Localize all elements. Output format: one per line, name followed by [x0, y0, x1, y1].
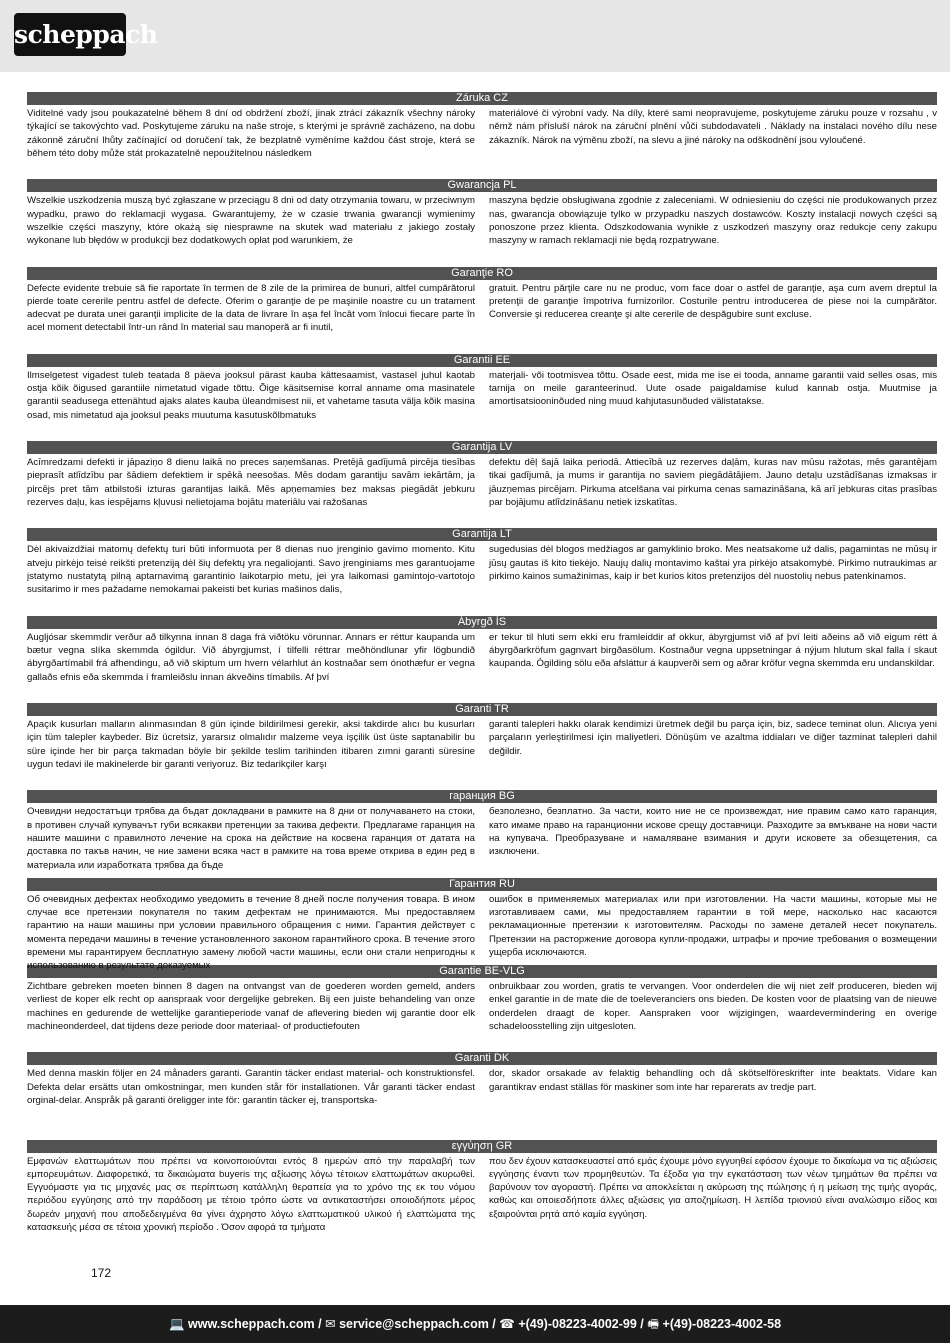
section-body: [27, 107, 937, 177]
section-body: [27, 543, 937, 613]
warranty-sections: [27, 92, 937, 1234]
section-text-left: Acīmredzami defekti ir jāpaziņo 8 dienu laikā no preces saņemšanas. Pretējā gadījumā pircēja tiesības pieprasīt atlīdzību par šādiem defektiem ir spēkā neesošas. Mēs dodam garantiju savām iekārtām, ja pircējs pret tām atbilstoši izturas garantijas laikā. Mēs apņemamies bez maksas piegādāt jebkuru rezerves daļu, kas iespējams kļuvusi nelietojama bojātu materiālu vai ražošanas: [27, 457, 475, 509]
warranty-section: [27, 703, 937, 790]
section-text-left: Viditelné vady jsou poukazatelné během 8 dní od obdržení zboží, jinak ztrácí zákazník všechny nároky týkající se takovýchto vad. Poskytujeme záruku na naše stroje, s kterými je správně zacházeno, na dobu zákonně záruční lhůty začínající od doručení tak, že bezplatně vyměníme každou část stroje, která se během této doby může stát prokazatelně nepoužitelnou následkem: [27, 108, 475, 159]
warranty-section: [27, 1139, 937, 1234]
warranty-section: [27, 528, 937, 615]
section-body: [27, 456, 937, 526]
section-text-right: onbruikbaar zou worden, gratis te vervangen. Voor onderdelen die wij niet zelf produceren, bieden wij enkel garantie in de mate die de toeleveranciers ons bieden. De kosten voor de plaatsing van de nieuwe onderdelen draagt de koper. Aanspraken voor wijzigingen, waardevermindering en overige schadeloosstelling zijn uitgesloten.: [489, 980, 937, 1032]
scheppach-logo: scheppach: [14, 13, 126, 56]
section-text-left: Med denna maskin följer en 24 månaders garanti. Garantin täcker endast material- och konstruktionsfel. Defekta delar ersätts utan omkostningar, men kunden står för installationen. Vår garanti täcker endast orginal-delar. Anspråk på garanti öreligger inte för: garantin täcker ej, transportska-: [27, 1068, 475, 1106]
section-text-left: Apaçık kusurları malların alınmasından 8 gün içinde bildirilmesi gerekir, aksi takdirde alıcı bu kusurları için tüm talepler kaybeder. Biz ücretsiz, yararsız olmalıdır malzeme veya işçilik üst üste saptanabilir bu süre içinde her bir parça takmadan böyle bir şekilde teslim tarihinden itibaren zımni garanti süresine uygun tedavi ile makinelerde bir garanti veriyoruz. Biz tedarikçiler karşı: [27, 719, 475, 770]
section-text-left: Очевидни недостатъци трябва да бъдат докладвани в рамките на 8 дни от получаването на стоки, в противен случай купувачът губи всякакви претенции за такива дефекти. Предлагаме гаранция на нашите машини с правилното лечение на срока на действие на косвена гаранция от датата на доставка по такъв начин, че ние замени всяка част в рамките на това време открива в един ред в материала или изработката трябва да бъде: [27, 806, 475, 871]
section-body: [27, 1155, 937, 1234]
section-text-right: er tekur til hluti sem ekki eru framleiddir af okkur, ábyrgjumst við af því leiti aðeins að við eigum rétt á ábyrgðarkröfum gagnvart birgðasölum. Kostnaður vegna uppsetningar á nýjum hlutum skal falla í skaut kaupanda. Ógilding sölu eða afsláttur á kaupverði sem og aðrar kröfur vegna skemmda eru undanskildar.: [489, 631, 937, 670]
section-body: [27, 631, 937, 701]
contact-footer: [0, 1305, 950, 1343]
section-title: Gwarancja PL: [27, 179, 937, 192]
section-text-left: Augljósar skemmdir verður að tilkynna innan 8 daga frá viðtöku vörunnar. Annars er réttur kaupanda um bætur vegna slíka skemmda ógildur. Við ábyrgjumst, í tilfelli réttrar meðhöndlunar yfir lögbundið ábyrgðartímabil frá afhendingu, að við skiptum um hvern vélarhlut án kostnaðar sem ónothæfur er vegna gallaðs efnis eða skemmda í framleiðslu innan ákveðins tímabils. Af því: [27, 631, 475, 683]
section-text-right: maszyna będzie obsługiwana zgodnie z zaleceniami. W odniesieniu do części nie produkowanych przez nas, gwarancja obowiązuje tylko w przypadku naszych dostawców. Koszty instalacji nowych części są ponoszone przez klienta. Odszkodowania wynikłe z uszkodzeń maszyny oraz redukcje ceny zakupu maszyny w ramach reklamacji nie będą rozpatrywane.: [489, 195, 937, 247]
section-text-left: Wszelkie uszkodzenia muszą być zgłaszane w przeciągu 8 dni od daty otrzymania towaru, w przeciwnym wypadku, prawo do reklamacji wygasa. Gwarantujemy, że w czasie trwania gwarancji wymienimy wszelkie części maszyny, które okażą się niesprawne na skutek wad materiału z jakiego zostały wykonane lub błędów w produkcji bez dodatkowych opłat pod warunkiem, że: [27, 195, 475, 247]
section-body: [27, 805, 937, 875]
footer-separator: /: [636, 1317, 648, 1331]
section-title: Garanţie RO: [27, 267, 937, 280]
section-title: Garantija LV: [27, 441, 937, 454]
section-text-right: defektu dēļ šajā laika periodā. Attiecībā uz rezerves daļām, kuras nav mūsu ražotas, mēs garantējam tikai gadījumā, ja mums ir garantija no saviem piegādātājiem. Jauno detaļu uzstādīšanas izmaksas ir jāuzņemas pircējam. Pirkuma atcelšana vai pirkuma cenas samazināšana, kā arī jebkuras citas prasības par bojājumu atlīdzināšanu netiek izskatītas.: [489, 457, 937, 509]
section-title: гаранция BG: [27, 790, 937, 803]
section-body: [27, 194, 937, 264]
warranty-section: [27, 267, 937, 354]
section-body: [27, 718, 937, 788]
phone-number: +(49)-08223-4002-99: [518, 1317, 637, 1331]
section-text-left: Dėl akivaizdžiai matomų defektų turi būti informuota per 8 dienas nuo įrenginio gavimo momento. Kitu atveju pirkėjo teisė reikšti pretenziją dėl šių defektų yra negaliojanti. Savo įrenginiams mes garantuojame įstatymo nustatytą pilną aptarnavimą garantinio laikotarpio metu, jei yra laikomasi gamintojo-vartotojo susitarimo ir mes pažadame nemokamai pakeisti bet kurias mašinos dalis,: [27, 544, 475, 596]
section-title: Garantii EE: [27, 354, 937, 367]
section-body: [27, 369, 937, 439]
page-number: 172: [91, 1266, 112, 1280]
section-text-left: Εμφανών ελαττωμάτων που πρέπει να κοινοποιούνται εντός 8 ημερών από την παραλαβή των εμπορευμάτων. Διαφορετικά, τα δικαιώματα buyeris της αξίωσης λόγω τέτοιων ελαττωμάτων ακυρωθεί. Εγγυόμαστε για τις μηχανές μας σε περίπτωση κατάλληλη θεραπεία για το χρόνο της εκ του νόμου περιόδου εγγύησης από την παράδοση με τέτοιο τρόπο ώστε να αντικαταστήσει οποιοδήποτε μέρος δωρεάν μηχανή που αποδεδειγμένα θα γίνει άχρηστο λόγω ελαττωματικού υλικού ή ελαττώματα της κατασκευής μέσα σε τέτοια χρονική περίοδο . Όσον αφορά τα τμήματα: [27, 1155, 475, 1234]
computer-icon: 💻: [168, 1317, 185, 1331]
section-text-left: Zichtbare gebreken moeten binnen 8 dagen na ontvangst van de goederen worden gemeld, anders verliest de koper elk recht op aanspraak voor dergelijke gebreken. Bij een juiste behandeling van onze machines en gedurende de wettelijke garantieperiode vanaf de aflevering bieden wij garantie door elk machineonderdeel, dat tijdens deze periode door materiaal- of productiefouten: [27, 980, 475, 1032]
footer-separator: /: [488, 1317, 500, 1331]
section-text-right: materjali- või tootmisvea tõttu. Osade eest, mida me ise ei tooda, anname garantii vaid selles osas, mis tarnija on meile garanteerinud. Uute osade paigaldamise kulud kannab ostja. Muutmise ja amortisatsiooninõuded ning muud kahjutasunõuded välistatakse.: [489, 369, 937, 408]
warranty-section: [27, 965, 937, 1052]
section-body: [27, 980, 937, 1050]
section-text-left: Defecte evidente trebuie să fie raportate în termen de 8 zile de la primirea de bunuri, altfel cumpărătorul pierde toate cererile pentru astfel de defecte. Oferim o garanţie de pe maşinile noastre cu un tratament adecvat pe durata unei garanţii implicite de la data de livrare în aşa fel încât vom înlocui fiecare parte în acel moment detectabil într-un rând în material sau manoperă ar fi inutil,: [27, 282, 475, 334]
warranty-section: [27, 92, 937, 179]
warranty-section: [27, 441, 937, 528]
footer-separator: /: [314, 1317, 326, 1331]
header-bar: [0, 0, 950, 72]
section-text-right: sugedusias dėl blogos medžiagos ar gamyklinio broko. Mes neatsakome už dalis, pagamintas ne mūsų ir jūsų gautas iš kito tiekėjo. Naujų dalių montavimo kaštai yra pirkėjo atsakomybė. Pirkimo nutraukimas ar pirkimo kainos sumažinimas, kaip ir bet kurios kitos pretenzijos dėl nuostolių nebus patenkinamos.: [489, 544, 937, 583]
section-title: Ábyrgð ÍS: [27, 616, 937, 629]
section-title: εγγύηση GR: [27, 1140, 937, 1153]
section-title: Гарантия RU: [27, 878, 937, 891]
phone-icon: ☎: [499, 1317, 515, 1331]
website-link[interactable]: www.scheppach.com: [188, 1317, 315, 1331]
fax-icon: 🖷: [647, 1317, 660, 1331]
section-text-left: Ilmselgetest vigadest tuleb teatada 8 päeva jooksul pärast kauba kättesaamist, vastasel juhul kaotab ostja kõik õigused garantiile nimetatud vigade tõttu. Õige käsitsemise korral anname oma masinatele garantii seadusega ettenähtud ajaks alates kauba üleandmisest nii, et vahetame tasuta välja kõik masina osad, mis nimetatud aja jooksul peaks muutuma kasutuskõlbmatuks: [27, 369, 475, 421]
section-text-right: materiálové či výrobní vady. Na díly, které sami neopravujeme, poskytujeme záruku pouze v rozsahu , v němž nám přísluší nárok na záruční plnění vůči subdodavateli . Náklady na instalaci nového dílu nese zákazník. Nárok na výměnu zboží, na slevu a jiné nároky na odškodnění jsou vyloučené.: [489, 108, 937, 146]
section-text-right: dor, skador orsakade av felaktig behandling och då skötselföreskrifter inte beaktats. Vidare kan garantikrav endast ställas för maskiner som inte har reparerats av tredje part.: [489, 1068, 937, 1093]
fax-number: +(49)-08223-4002-58: [662, 1317, 782, 1331]
warranty-section: [27, 616, 937, 703]
section-text-right: garanti talepleri hakkı olarak kendimizi üretmek değil bu parça için, biz, sadece teminat olun. Alıcıya yeni parçaların yerleştirilmesi için maliyetleri. Dönüşüm ve azaltma iddiaları ve diğer tazminat talepleri dahil değildir.: [489, 719, 937, 757]
section-text-right: gratuit. Pentru părţile care nu ne produc, vom face doar o astfel de garanţie, aşa cum avem dreptul la pretenţii de garanţie împotriva furnizorilor. Costurile pentru introducerea de piese noi la cumpărător. Conversie şi reducerea creanţe şi alte cererile de despăgubire sunt excluse.: [489, 282, 937, 321]
section-text-right: ошибок в применяемых материалах или при изготовлении. На части машины, которые мы не изготавливаем сами, мы предоставляем гарантии в той мере, насколько нас касаются рекламационные претензии к изготовителям. Расходы по замене деталей несет покупатель. Претензии на расторжение договора купли-продажи, штрафы и прочие требования о возмещении ущерба исключаются.: [489, 893, 937, 958]
section-text-right: που δεν έχουν κατασκευαστεί από εμάς έχουμε μόνο εγγυηθεί εφόσον έχουμε το δικαίωμα να τις αξιώσεις εγγύησης έναντι των προμηθευτών. Τα έξοδα για την εγκατάσταση των νέων τμημάτων θα πρέπει να βαρύνουν τον αγοραστή. Πρέπει να αποκλείεται η ακύρωση της πώλησης ή η μείωση της τιμής αγοράς, καθώς και οποιεσδήποτε άλλες αξιώσεις για αποζημίωση. Η λεπίδα τριονιού είναι αναλώσιμο είδος και εξαιρούνται ρητά από καμία εγγύηση.: [489, 1155, 937, 1220]
section-title: Garanti DK: [27, 1052, 937, 1065]
warranty-section: [27, 179, 937, 266]
section-title: Záruka CZ: [27, 92, 937, 105]
section-title: Garanti TR: [27, 703, 937, 716]
section-text-left: Об очевидных дефектах необходимо уведомить в течение 8 дней после получения товара. В ином случае все претензии покупателя по таким дефектам не принимаются. Мы предоставляем гарантию на наши машины при условии правильного обращения с ними. Гарантия действует с момента передачи машины в течение установленного законом гарантийного срока. В течение этого времени мы гарантируем бесплатную замену любой части машины, если они стали непригодны к использованию в результате доказуемых: [27, 893, 475, 972]
section-body: [27, 282, 937, 352]
section-body: [27, 1067, 937, 1137]
section-title: Garantija LT: [27, 528, 937, 541]
section-title: Garantie BE-VLG: [27, 965, 937, 978]
warranty-section: [27, 354, 937, 441]
email-icon: ✉: [325, 1317, 336, 1331]
warranty-section: [27, 1052, 937, 1139]
section-text-right: безполезно, безплатно. За части, които ние не се произвеждат, ние правим само като гаранция, като имаме право на гаранционни искове срещу доставчици. Разходите за вмъкване на нови части на купувача. Преобразуване и намаляване взимания и други исковете за обезщетения, са изключени.: [489, 806, 937, 858]
warranty-section: [27, 790, 937, 877]
email-link[interactable]: service@scheppach.com: [339, 1317, 489, 1331]
